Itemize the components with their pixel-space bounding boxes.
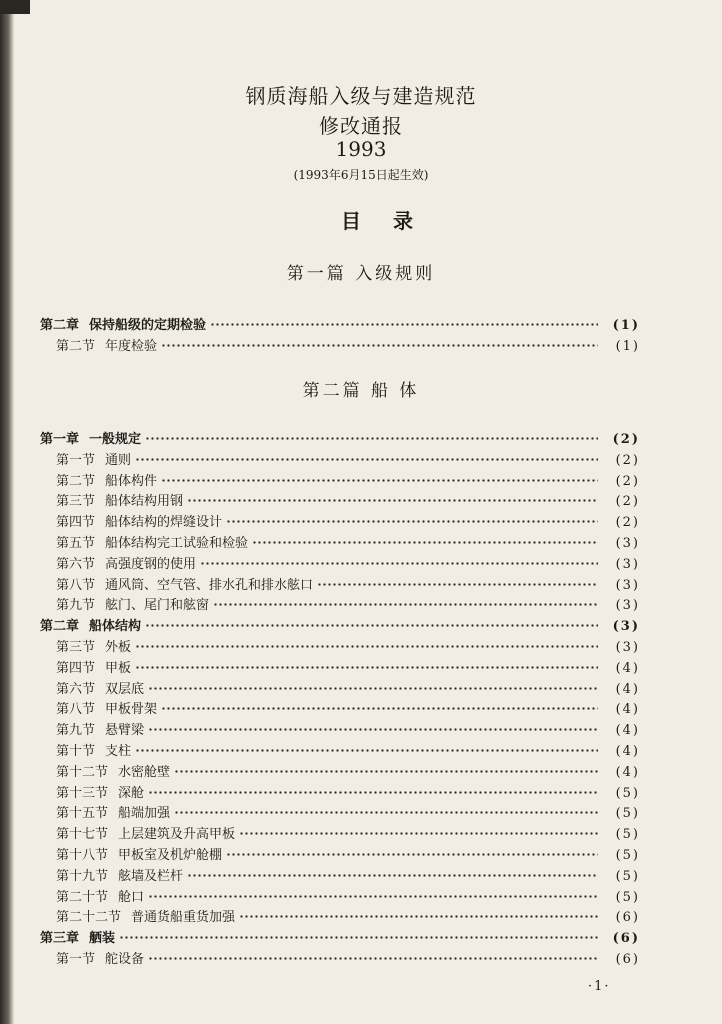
toc-entry-page: (1) [615,338,640,354]
toc-entry-label: 第十五节 [56,806,109,822]
toc-entry-title: 高强度钢的使用 [105,556,197,572]
toc-entry-page: (2) [612,432,640,447]
toc-leader-dots [239,909,598,923]
toc-entry-page: (6) [615,910,640,926]
toc-entry-title: 船端加强 [118,806,171,822]
toc-entry-title: 船体结构 [89,619,142,635]
toc-entry-title: 深舱 [118,785,145,801]
toc-entry-title: 甲板室及机炉舱棚 [118,847,223,863]
toc-entry-label: 第十九节 [56,868,109,884]
toc-entry-title: 保持船级的定期检验 [89,318,207,333]
toc-entry-title: 舷墙及栏杆 [118,868,184,884]
page-corner-shadow [0,0,30,14]
toc-entry-title: 船体结构用钢 [105,494,184,510]
toc-leader-dots [148,889,598,903]
toc-leader-dots [145,618,598,632]
contents-heading: 目录 [341,209,445,233]
toc-section-row[interactable] [40,574,640,595]
toc-section-row[interactable] [40,490,640,511]
toc-leader-dots [145,431,598,445]
toc-section-row[interactable] [40,678,640,699]
toc-entry-page: (6) [615,951,640,967]
effective-date: (1993年6月15日起生效) [293,168,429,182]
toc-leader-dots [161,338,598,352]
toc-section-row[interactable] [40,657,640,678]
toc-section-row[interactable] [40,740,640,761]
toc-leader-dots [187,493,598,507]
toc-entry-label: 第二节 [56,473,96,489]
document-subtitle: 修改通报 [319,114,403,138]
toc-section-row[interactable] [40,470,640,491]
toc-section-row[interactable] [40,636,640,657]
toc-leader-dots [210,317,598,331]
toc-section-row[interactable] [40,906,640,927]
toc-entry-page: (4) [615,743,640,759]
toc-entry-page: (5) [615,785,640,801]
toc-entry-label: 第八节 [56,577,96,593]
toc-leader-dots [135,660,598,674]
toc-entry-title: 一般规定 [89,432,142,447]
toc-entry-title: 支柱 [105,743,132,759]
toc-section-row[interactable] [40,761,640,782]
toc-leader-dots [317,577,598,591]
toc-entry-title: 甲板 [105,660,132,676]
toc-leader-dots [200,556,598,570]
page-number: ·1· [588,979,611,994]
toc-section-row[interactable] [40,698,640,719]
toc-entry-label: 第十七节 [56,827,109,843]
toc-section-row[interactable] [40,719,640,740]
toc-entry-title: 年度检验 [105,338,158,354]
toc-entry-page: (5) [615,847,640,863]
toc-entry-page: (3) [615,598,640,614]
toc-entry-label: 第十二节 [56,764,109,780]
toc-leader-dots [213,597,598,611]
toc-entry-label: 第十八节 [56,847,109,863]
toc-leader-dots [187,868,598,882]
toc-entry-label: 第三节 [56,494,96,510]
toc-entry-label: 第九节 [56,723,96,739]
toc-section-row[interactable] [40,782,640,803]
toc-section-row[interactable] [40,553,640,574]
toc-leader-dots [148,722,598,736]
toc-section-row[interactable] [40,844,640,865]
document-title: 钢质海船入级与建造规范 [245,84,477,108]
toc-leader-dots [174,805,598,819]
toc-entry-label: 第四节 [56,660,96,676]
toc-entry-page: (3) [615,639,640,655]
toc-entry-title: 舾装 [89,931,116,947]
toc-entry-label: 第一节 [56,452,96,468]
toc-leader-dots [252,535,598,549]
toc-chapter-row[interactable] [40,927,640,948]
toc-leader-dots [148,681,598,695]
toc-entry-page: (5) [615,827,640,843]
toc-entry-label: 第五节 [56,535,96,551]
toc-section-row[interactable] [40,335,640,356]
part-heading-1: 第一篇 入级规则 [286,264,436,284]
toc-entry-page: (5) [615,806,640,822]
toc-chapter-row[interactable] [40,615,640,636]
toc-part-1 [40,314,640,356]
toc-section-row[interactable] [40,594,640,615]
toc-section-row[interactable] [40,532,640,553]
toc-entry-label: 第九节 [56,598,96,614]
toc-entry-page: (4) [615,660,640,676]
toc-leader-dots [148,785,598,799]
toc-entry-title: 船体结构完工试验和检验 [105,535,249,551]
toc-entry-title: 舷门、尾门和舷窗 [105,598,210,614]
toc-leader-dots [226,514,598,528]
toc-entry-page: (2) [615,494,640,510]
toc-entry-label: 第二节 [56,338,96,354]
toc-entry-label: 第二十二节 [56,910,122,926]
toc-entry-page: (1) [612,318,640,333]
toc-entry-title: 双层底 [105,681,145,697]
toc-entry-page: (5) [615,889,640,905]
toc-entry-label: 第二章 [40,318,80,333]
toc-entry-page: (3) [612,619,640,635]
toc-section-row[interactable] [40,865,640,886]
toc-entry-page: (4) [615,702,640,718]
toc-entry-page: (2) [615,515,640,531]
toc-section-row[interactable] [40,802,640,823]
toc-entry-title: 外板 [105,639,132,655]
toc-entry-title: 普通货船重货加强 [131,910,236,926]
toc-entry-title: 舱口 [118,889,145,905]
toc-section-row[interactable] [40,511,640,532]
toc-entry-label: 第二十节 [56,889,109,905]
toc-entry-page: (5) [615,868,640,884]
toc-entry-label: 第六节 [56,556,96,572]
toc-entry-label: 第六节 [56,681,96,697]
toc-chapter-row[interactable] [40,428,640,449]
toc-section-row[interactable] [40,449,640,470]
toc-entry-title: 水密舱壁 [118,764,171,780]
toc-entry-title: 船体构件 [105,473,158,489]
toc-entry-label: 第四节 [56,515,96,531]
toc-leader-dots [148,951,598,965]
toc-entry-page: (2) [615,452,640,468]
toc-part-2 [40,428,640,969]
toc-leader-dots [119,930,598,944]
toc-entry-label: 第一章 [40,432,80,447]
toc-entry-page: (3) [615,577,640,593]
toc-leader-dots [174,764,598,778]
toc-entry-label: 第二章 [40,619,80,635]
toc-entry-title: 通风筒、空气管、排水孔和排水舷口 [105,577,314,593]
toc-entry-title: 船体结构的焊缝设计 [105,515,223,531]
toc-entry-title: 通则 [105,452,132,468]
toc-chapter-row[interactable] [40,314,640,335]
toc-entry-page: (3) [615,556,640,572]
toc-leader-dots [226,847,598,861]
toc-entry-title: 甲板骨架 [105,702,158,718]
part-heading-2: 第二篇 船 体 [302,381,420,401]
toc-entry-page: (4) [615,681,640,697]
toc-entry-label: 第三章 [40,931,80,947]
toc-leader-dots [135,639,598,653]
toc-entry-title: 上层建筑及升高甲板 [118,827,236,843]
toc-leader-dots [239,826,598,840]
document-year: 1993 [335,137,387,161]
toc-section-row[interactable] [40,823,640,844]
toc-section-row[interactable] [40,886,640,907]
toc-entry-title: 舵设备 [105,951,145,967]
toc-leader-dots [135,743,598,757]
toc-entry-page: (6) [612,931,640,947]
toc-entry-page: (2) [615,473,640,489]
toc-entry-page: (3) [615,535,640,551]
toc-entry-title: 悬臂梁 [105,723,145,739]
toc-section-row[interactable] [40,948,640,969]
toc-leader-dots [161,701,598,715]
toc-entry-label: 第十节 [56,743,96,759]
toc-entry-page: (4) [615,764,640,780]
toc-entry-page: (4) [615,723,640,739]
toc-entry-label: 第八节 [56,702,96,718]
toc-entry-label: 第十三节 [56,785,109,801]
toc-leader-dots [161,473,598,487]
toc-entry-label: 第一节 [56,951,96,967]
toc-leader-dots [135,452,598,466]
toc-entry-label: 第三节 [56,639,96,655]
